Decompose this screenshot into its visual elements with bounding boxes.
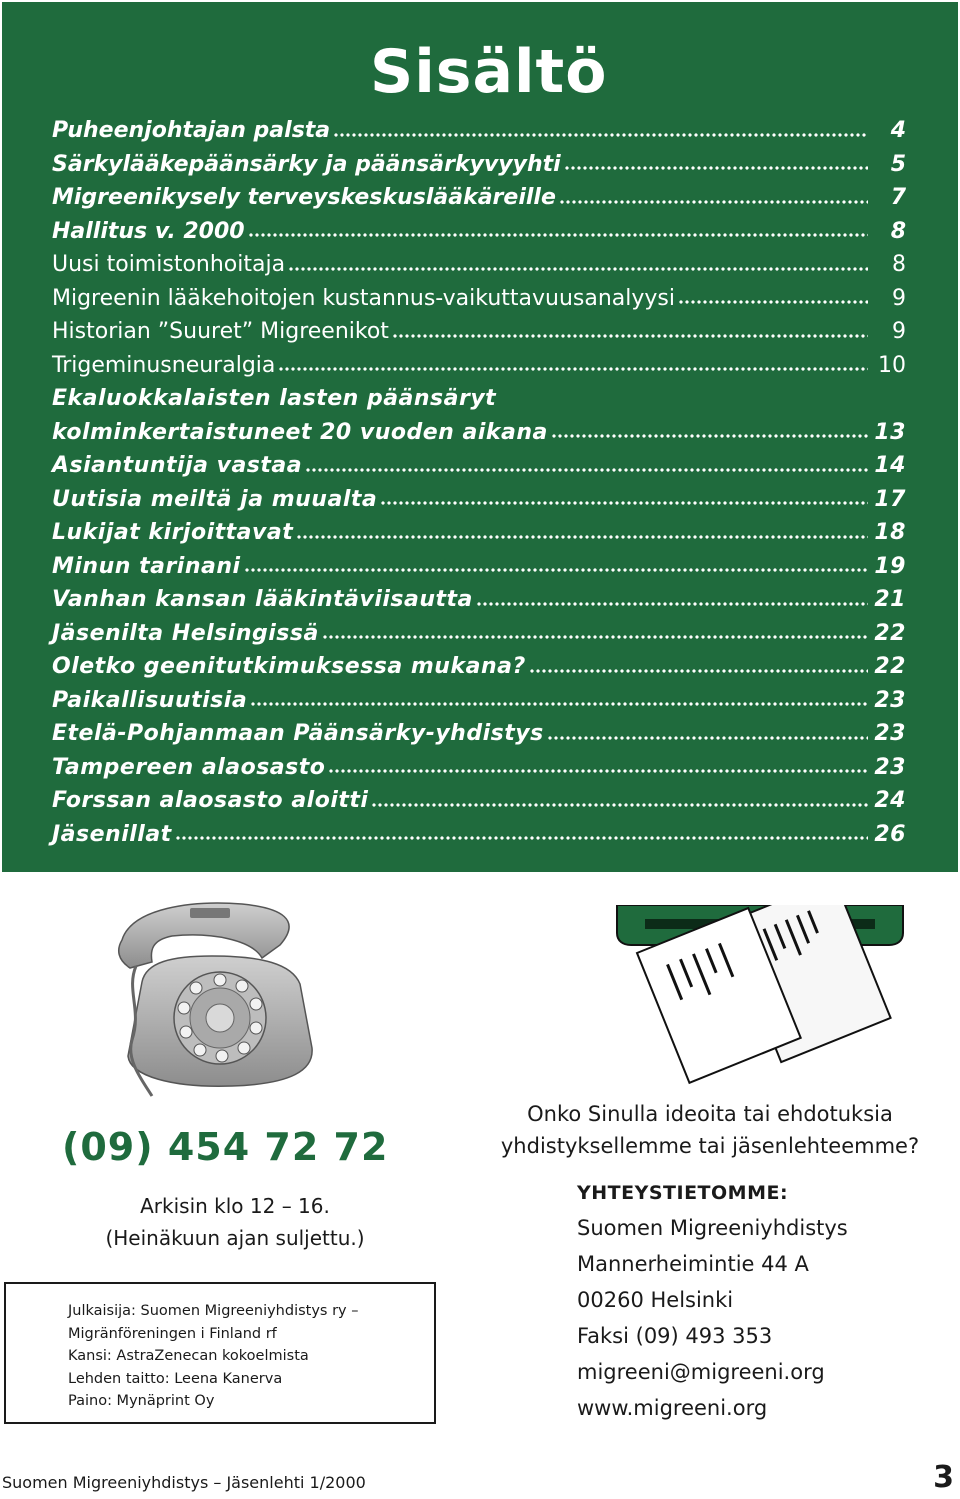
toc-entry[interactable] [52,717,906,751]
toc-entry-title: Ekaluokkalaisten lasten päänsäryt [52,386,497,411]
toc-leader-dots [328,769,868,773]
toc-entry[interactable] [52,215,906,249]
colophon-line: Lehden taitto: Leena Kanerva [68,1370,283,1387]
toc-entry-title: Särkylääkepäänsärky ja päänsärkyvyyhti [52,151,561,177]
toc-leader-dots [322,635,868,639]
ideas-line: Onko Sinulla ideoita tai ehdotuksia [527,1102,893,1126]
toc-leader-dots [333,133,868,137]
toc-entry-page: 19 [874,553,906,579]
toc-leader-dots [296,535,868,539]
toc-entry[interactable] [52,181,906,215]
toc-entry[interactable] [52,617,906,651]
toc-entry[interactable] [52,148,906,182]
contact-line: Suomen Migreeniyhdistys [577,1216,848,1240]
toc-entry-title: Jäsenilta Helsingissä [52,620,319,646]
toc-entry[interactable] [52,583,906,617]
phone-number: (09) 454 72 72 [62,1125,389,1169]
phone-hours-line: Arkisin klo 12 – 16. [140,1194,330,1218]
toc-entry-title: Jäsenillat [52,821,172,847]
toc-entry[interactable] [52,684,906,718]
contact-website[interactable]: www.migreeni.org [577,1396,768,1420]
toc-leader-dots [288,267,868,271]
toc-entry[interactable] [52,650,906,684]
phone-hours [70,1190,400,1254]
toc-leader-dots [175,836,868,840]
toc-entry[interactable] [52,483,906,517]
colophon-line: Paino: Mynäprint Oy [68,1393,215,1409]
toc-entry-page: 8 [890,218,906,244]
toc-entry[interactable] [52,416,906,450]
toc-entry-title: Hallitus v. 2000 [52,218,245,244]
toc-entry[interactable] [52,751,906,785]
footer-page-number: 3 [933,1460,954,1495]
toc-leader-dots [547,736,868,740]
toc-entry-page: 13 [874,419,906,445]
toc-title: Sisältö [370,37,608,107]
toc-entry-page: 23 [874,721,906,746]
toc-entry-title: Paikallisuutisia [52,687,248,713]
toc-entry[interactable] [52,114,906,148]
toc-leader-dots [564,166,868,170]
toc-entry-page: 22 [874,620,906,646]
toc-entry-page: 14 [874,453,906,478]
contact-line: Mannerheimintie 44 A [577,1252,809,1276]
toc-entry-page: 9 [892,285,906,311]
toc-entry[interactable] [52,784,906,818]
contact-line: 00260 Helsinki [577,1288,734,1312]
toc-entry-page: 7 [890,185,906,210]
colophon-line: Migränföreningen i Finland rf [68,1325,277,1342]
toc-list [52,114,906,851]
toc-entry-title: Forssan alaosasto aloitti [52,788,369,813]
contact-line: Faksi (09) 493 353 [577,1324,773,1348]
toc-entry-page: 4 [890,118,906,143]
toc-entry-page: 8 [892,252,906,277]
table-of-contents [2,2,958,872]
ideas-prompt [480,1098,940,1162]
toc-entry[interactable] [52,818,906,852]
toc-leader-dots [559,200,868,204]
toc-entry[interactable] [52,315,906,349]
toc-entry-title: Etelä-Pohjanmaan Päänsärky-yhdistys [52,721,544,746]
toc-entry-title: Uusi toimistonhoitaja [52,252,286,277]
toc-entry-title: Historian ”Suuret” Migreenikot [52,319,389,344]
toc-entry-title: Migreenikysely terveyskeskuslääkäreille [52,185,556,210]
toc-entry-page: 22 [874,654,906,679]
toc-entry-title: Migreenin lääkehoitojen kustannus-vaikuttavuusanalyysi [52,285,676,311]
colophon-line: Julkaisija: Suomen Migreeniyhdistys ry – [68,1303,359,1319]
toc-entry-page: 5 [890,151,906,177]
toc-entry[interactable] [52,516,906,550]
toc-entry-page: 17 [874,486,906,512]
toc-entry-page: 23 [874,754,906,780]
toc-entry-page: 9 [892,319,906,344]
toc-entry-page: 18 [874,520,906,545]
footer-publication: Suomen Migreeniyhdistys – Jäsenlehti 1/2000 [2,1473,366,1492]
toc-entry-page: 26 [874,821,906,847]
toc-leader-dots [678,300,868,304]
toc-entry-title: Lukijat kirjoittavat [52,520,294,545]
toc-leader-dots [551,434,868,438]
toc-leader-dots [529,669,868,673]
colophon-box [4,1282,436,1424]
contact-info [577,1176,947,1426]
toc-leader-dots [380,501,868,505]
toc-entry-title: Uutisia meiltä ja muualta [52,486,378,512]
contact-heading: YHTEYSTIETOMME: [577,1182,789,1204]
toc-entry[interactable] [52,248,906,282]
toc-leader-dots [476,602,868,606]
toc-leader-dots [244,568,868,572]
toc-leader-dots [371,803,868,807]
toc-entry-title: Tampereen alaosasto [52,754,326,780]
toc-entry[interactable] [52,449,906,483]
toc-entry-title: Puheenjohtajan palsta [52,118,331,143]
contact-email[interactable]: migreeni@migreeni.org [577,1360,825,1384]
toc-entry-title: Asiantuntija vastaa [52,453,303,478]
toc-entry-title: Oletko geenitutkimuksessa mukana? [52,654,526,679]
toc-leader-dots [248,233,868,237]
toc-entry-page: 21 [874,587,906,612]
toc-entry[interactable] [52,282,906,316]
toc-entry-title: kolminkertaistuneet 20 vuoden aikana [52,419,548,445]
toc-entry-title: Minun tarinani [52,553,241,579]
telephone-icon [112,900,322,1105]
toc-leader-dots [250,702,868,706]
toc-leader-dots [278,367,868,371]
ideas-line: yhdistyksellemme tai jäsenlehteemme? [500,1134,920,1158]
toc-entry-page: 24 [874,788,906,813]
toc-leader-dots [392,334,868,338]
toc-entry-page: 23 [874,687,906,713]
toc-entry-title: Trigeminusneuralgia [52,352,276,378]
toc-entry[interactable] [52,382,906,416]
colophon-line: Kansi: AstraZenecan kokoelmista [68,1348,309,1364]
phone-hours-note: (Heinäkuun ajan suljettu.) [105,1226,365,1250]
toc-entry[interactable] [52,349,906,383]
mailbox-letters-icon [615,905,905,1085]
toc-entry[interactable] [52,550,906,584]
toc-entry-title: Vanhan kansan lääkintäviisautta [52,587,473,612]
toc-entry-page: 10 [878,352,906,378]
toc-leader-dots [305,468,868,472]
